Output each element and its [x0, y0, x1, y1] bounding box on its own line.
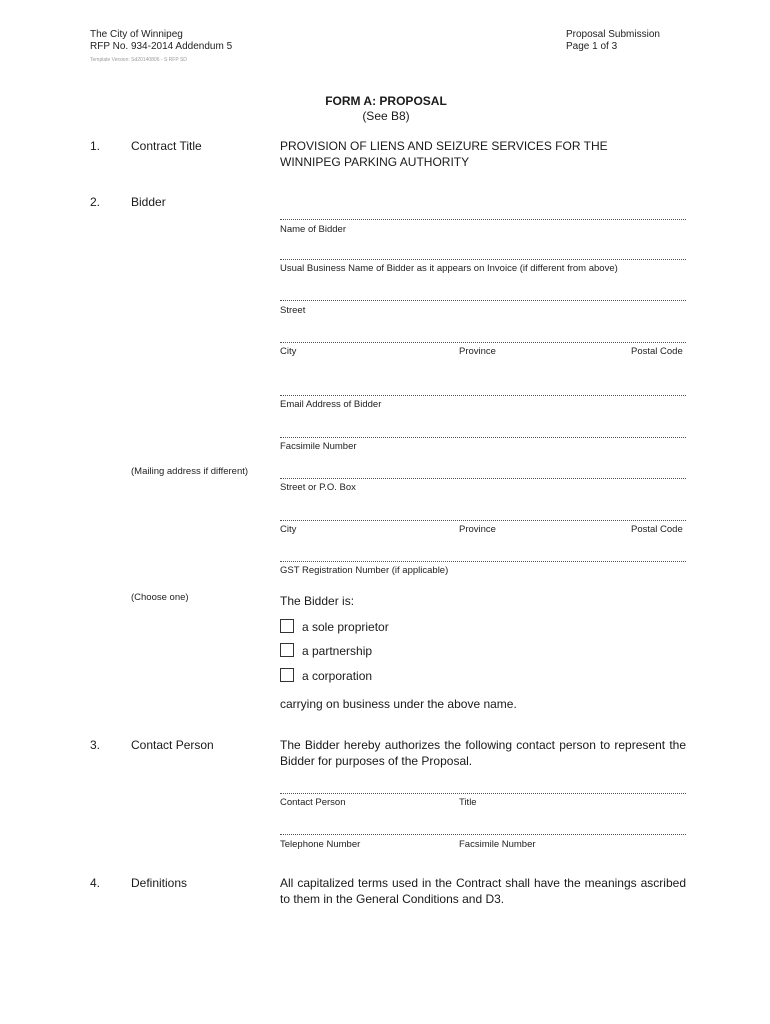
section-2-label: Bidder	[131, 195, 166, 209]
carrying-on-business-text: carrying on business under the above name.	[280, 697, 517, 711]
gst-number-field[interactable]	[280, 561, 686, 562]
section-1-number: 1.	[90, 139, 101, 153]
name-of-bidder-caption: Name of Bidder	[280, 224, 347, 235]
header-city: The City of Winnipeg	[90, 29, 183, 40]
contact-person-title-field[interactable]	[280, 793, 686, 794]
form-title: FORM A: PROPOSAL	[325, 94, 447, 108]
telephone-fax-field[interactable]	[280, 834, 686, 835]
sole-proprietor-label: a sole proprietor	[302, 620, 389, 634]
contact-fax-caption: Facsimile Number	[459, 839, 536, 850]
contract-title-line1: PROVISION OF LIENS AND SEIZURE SERVICES FOR THE	[280, 139, 608, 153]
fax-field[interactable]	[280, 437, 686, 438]
title-caption: Title	[459, 797, 477, 808]
business-name-field[interactable]	[280, 259, 686, 260]
street-caption: Street	[280, 305, 306, 316]
mailing-province-caption: Province	[459, 524, 496, 535]
name-of-bidder-field[interactable]	[280, 219, 686, 220]
mailing-city-province-postal-field[interactable]	[280, 520, 686, 521]
definitions-text: All capitalized terms used in the Contract shall have the meanings ascribed to them in the General Conditions and D3.	[280, 876, 686, 906]
postal-code-caption: Postal Code	[631, 346, 683, 357]
telephone-caption: Telephone Number	[280, 839, 361, 850]
header-rfp-number: RFP No. 934-2014 Addendum 5	[90, 41, 233, 52]
city-province-postal-field[interactable]	[280, 342, 686, 343]
province-caption: Province	[459, 346, 496, 357]
business-name-caption: Usual Business Name of Bidder as it appears on Invoice (if different from above)	[280, 263, 618, 274]
contact-person-authorization-text: The Bidder hereby authorizes the following contact person to represent the Bidder for purposes of the Proposal.	[280, 738, 686, 768]
mailing-postal-code-caption: Postal Code	[631, 524, 683, 535]
corporation-label: a corporation	[302, 669, 373, 683]
choose-one-note: (Choose one)	[131, 592, 189, 603]
email-field[interactable]	[280, 395, 686, 396]
email-caption: Email Address of Bidder	[280, 399, 382, 410]
header-proposal-submission: Proposal Submission	[566, 29, 660, 40]
form-subtitle: (See B8)	[362, 109, 410, 123]
bidder-is-heading: The Bidder is:	[280, 594, 355, 608]
city-caption: City	[280, 346, 297, 357]
section-3-number: 3.	[90, 738, 101, 752]
corporation-checkbox[interactable]	[280, 668, 294, 682]
sole-proprietor-checkbox[interactable]	[280, 619, 294, 633]
template-version-note: Template Version: Sd20140806 - S RFP SD	[90, 57, 187, 63]
header-page-number: Page 1 of 3	[566, 41, 618, 52]
contract-title-line2: WINNIPEG PARKING AUTHORITY	[280, 155, 470, 169]
mailing-city-caption: City	[280, 524, 297, 535]
section-4-label: Definitions	[131, 876, 188, 890]
gst-number-caption: GST Registration Number (if applicable)	[280, 565, 449, 576]
street-field[interactable]	[280, 300, 686, 301]
mailing-street-caption: Street or P.O. Box	[280, 482, 356, 493]
section-3-label: Contact Person	[131, 738, 214, 752]
contact-person-caption: Contact Person	[280, 797, 346, 808]
mailing-street-field[interactable]	[280, 478, 686, 479]
section-4-number: 4.	[90, 876, 101, 890]
section-2-number: 2.	[90, 195, 101, 209]
fax-caption: Facsimile Number	[280, 441, 357, 452]
section-1-label: Contract Title	[131, 139, 202, 153]
partnership-label: a partnership	[302, 644, 373, 658]
mailing-address-note: (Mailing address if different)	[131, 466, 249, 477]
partnership-checkbox[interactable]	[280, 643, 294, 657]
